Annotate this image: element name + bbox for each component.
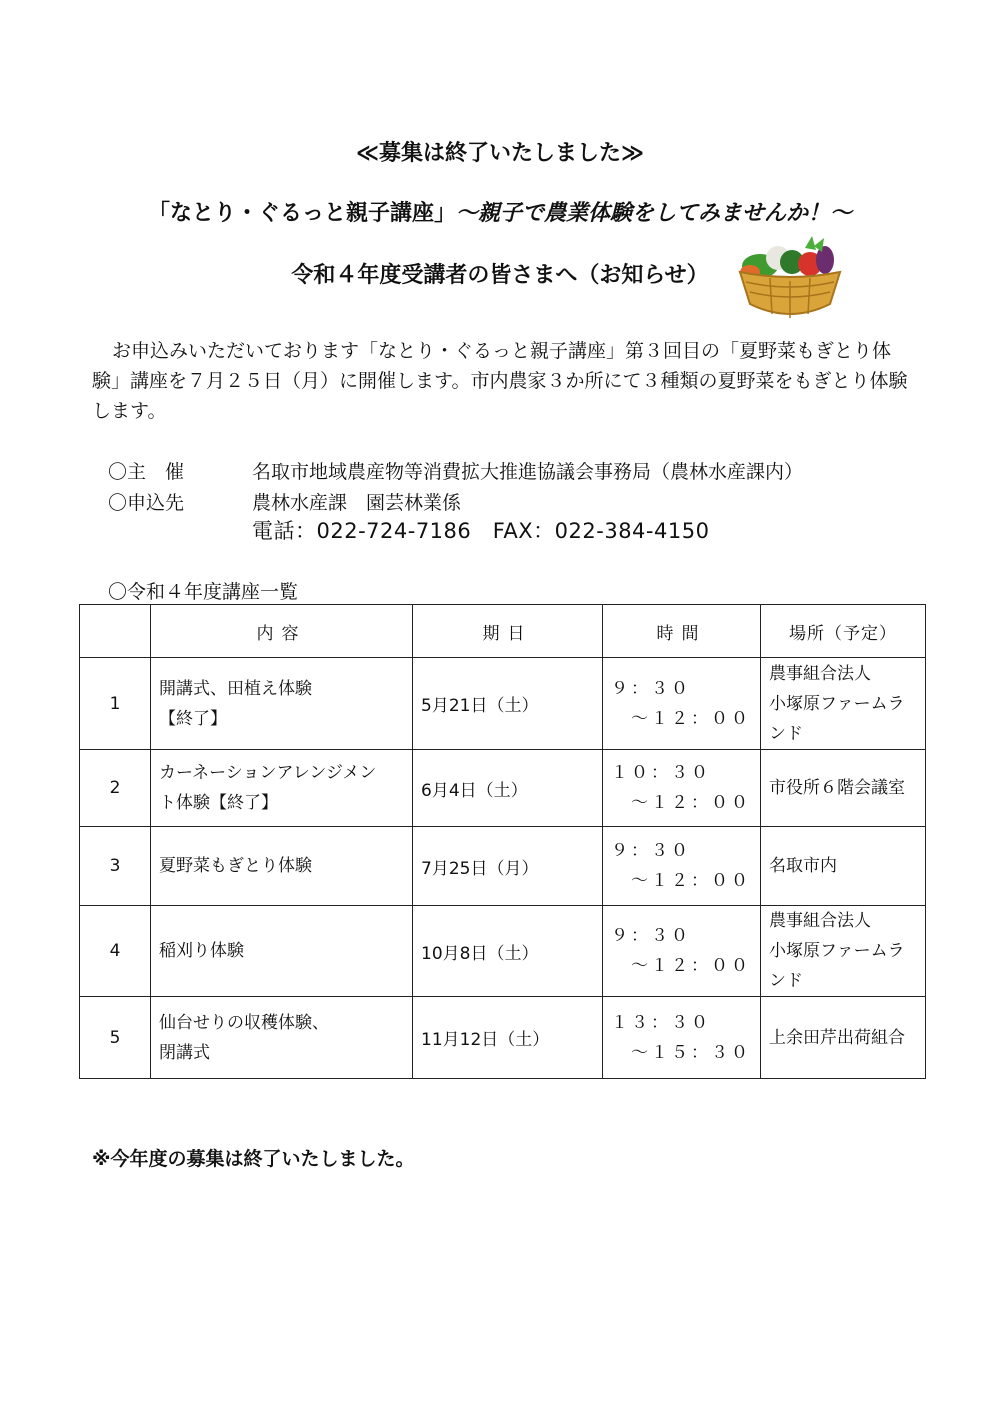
place-line: 小塚原ファームラ	[769, 693, 905, 714]
time-end: ～１５：３０	[631, 1042, 751, 1063]
apply-label: 〇申込先	[108, 492, 185, 514]
table-row	[80, 827, 926, 906]
header-date: 期日	[413, 605, 603, 658]
organizer-value: 名取市地域農産物等消費拡大推進協議会事務局（農林水産課内）	[252, 461, 804, 483]
row-number: 4	[80, 906, 151, 997]
row-time	[603, 658, 761, 750]
table-row	[80, 906, 926, 997]
row-content	[151, 750, 413, 827]
row-number: 1	[80, 658, 151, 750]
place-line: 名取市内	[769, 856, 837, 876]
table-header-row	[80, 605, 926, 658]
header-number	[80, 605, 151, 658]
row-time	[603, 827, 761, 906]
row-place	[761, 658, 926, 750]
content-line: 【終了】	[159, 708, 227, 729]
row-number: 3	[80, 827, 151, 906]
course-title-sub: ～親子で農業体験をしてみませんか！～	[456, 201, 853, 226]
content-line: 稲刈り体験	[159, 941, 244, 961]
place-line: 市役所６階会議室	[769, 778, 905, 798]
header-time: 時間	[603, 605, 761, 658]
row-content	[151, 906, 413, 997]
row-time	[603, 750, 761, 827]
course-schedule-table	[79, 604, 926, 1079]
footer-note: ※今年度の募集は終了いたしました。	[92, 1148, 415, 1170]
apply-value: 農林水産課 園芸林業係	[252, 492, 462, 514]
row-date: 7月25日（月）	[413, 827, 603, 906]
time-end: ～１２：００	[631, 956, 751, 976]
time-end: ～１２：００	[631, 871, 751, 891]
header-place: 場所（予定）	[761, 605, 926, 658]
time-start: ９：３０	[611, 841, 691, 861]
row-place	[761, 750, 926, 827]
row-date: 11月12日（土）	[413, 997, 603, 1079]
row-place	[761, 827, 926, 906]
place-line: ンド	[769, 723, 803, 744]
row-time	[603, 997, 761, 1079]
course-list-title: 〇令和４年度講座一覧	[108, 581, 299, 603]
content-line: ト体験【終了】	[159, 793, 278, 813]
row-date: 6月4日（土）	[413, 750, 603, 827]
organizer-label: 〇主 催	[108, 461, 185, 483]
time-start: ９：３０	[611, 926, 691, 946]
table-row	[80, 997, 926, 1079]
row-date: 5月21日（土）	[413, 658, 603, 750]
row-place	[761, 906, 926, 997]
content-line: 仙台せりの収穫体験、	[159, 1012, 329, 1033]
course-title-main: 「なとり・ぐるっと親子講座」	[147, 201, 456, 226]
intro-paragraph: お申込みいただいております「なとり・ぐるっと親子講座」第３回目の「夏野菜もぎとり体験」講座を７月２５日（月）に開催します。市内農家３か所にて３種類の夏野菜をもぎとり体験します。	[92, 340, 908, 422]
time-end: ～１２：００	[631, 793, 751, 813]
place-line: 小塚原ファームラ	[769, 941, 905, 961]
row-content	[151, 827, 413, 906]
row-content	[151, 658, 413, 750]
content-line: 開講式、田植え体験	[159, 678, 312, 699]
row-place	[761, 997, 926, 1079]
time-start: １３：３０	[611, 1012, 711, 1033]
time-start: ９：３０	[611, 678, 691, 699]
table-row	[80, 750, 926, 827]
time-end: ～１２：００	[631, 708, 751, 729]
place-line: 上余田芹出荷組合	[769, 1027, 905, 1048]
place-line: ンド	[769, 971, 803, 991]
row-number: 2	[80, 750, 151, 827]
closed-heading: ≪募集は終了いたしました≫	[355, 141, 645, 166]
content-line: 閉講式	[159, 1042, 210, 1063]
header-content: 内容	[151, 605, 413, 658]
time-start: １０：３０	[611, 763, 711, 783]
notice-heading: 令和４年度受講者の皆さまへ（お知らせ）	[291, 263, 709, 288]
row-content	[151, 997, 413, 1079]
content-line: 夏野菜もぎとり体験	[159, 856, 312, 876]
table-row	[80, 658, 926, 750]
vegetable-basket-icon	[730, 232, 850, 322]
content-line: カーネーションアレンジメン	[159, 763, 377, 783]
row-date: 10月8日（土）	[413, 906, 603, 997]
row-number: 5	[80, 997, 151, 1079]
contact-info: 電話：022-724-7186 FAX：022-384-4150	[252, 519, 710, 543]
row-time	[603, 906, 761, 997]
place-line: 農事組合法人	[769, 663, 871, 684]
place-line: 農事組合法人	[769, 911, 871, 931]
course-title	[0, 196, 1000, 227]
